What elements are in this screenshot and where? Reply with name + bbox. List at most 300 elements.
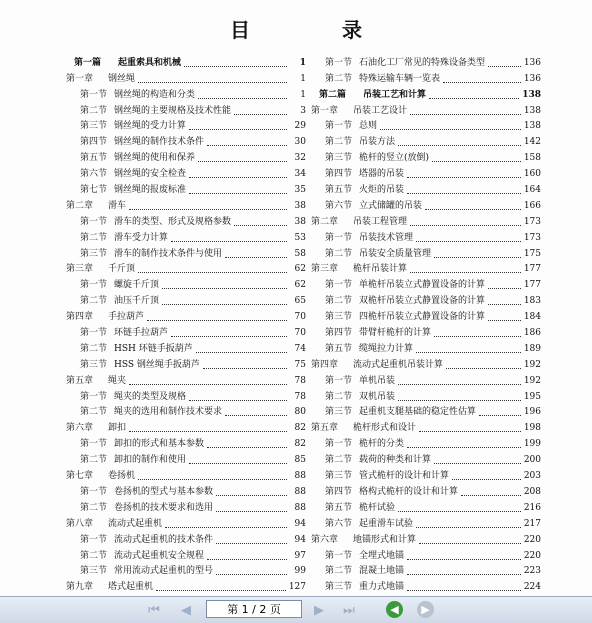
toc-leader-dots xyxy=(407,193,521,194)
toc-entry-title: 起重索具和机械 xyxy=(118,57,182,68)
toc-entry[interactable] xyxy=(311,212,541,228)
toc-entry-title: 绳夹 xyxy=(108,375,127,386)
toc-entry-title: 起重滑车试验 xyxy=(359,518,414,529)
toc-entry[interactable] xyxy=(66,307,306,323)
toc-page-number: 65 xyxy=(294,296,306,307)
toc-page-number: 58 xyxy=(294,248,306,259)
toc-section-number: 第一节 xyxy=(325,121,353,132)
toc-entry[interactable] xyxy=(311,228,541,244)
toc-section-number: 第一节 xyxy=(80,280,108,291)
last-page-icon[interactable]: ⏭ xyxy=(343,602,355,618)
toc-entry[interactable] xyxy=(311,53,541,69)
toc-leader-dots xyxy=(156,590,286,591)
toc-entry[interactable] xyxy=(311,355,541,371)
toc-leader-dots xyxy=(198,98,287,99)
prev-page-icon[interactable]: ◀ xyxy=(181,602,191,618)
toc-section-number: 第二节 xyxy=(325,248,353,259)
toc-entry-title: 钢丝绳的构造和分类 xyxy=(114,89,196,100)
toc-entry[interactable] xyxy=(311,244,541,260)
toc-leader-dots xyxy=(398,145,521,146)
toc-section-number: 第二节 xyxy=(80,296,108,307)
back-button[interactable]: ◀ xyxy=(386,601,403,618)
toc-entry[interactable] xyxy=(311,418,541,434)
toc-leader-dots xyxy=(410,272,521,273)
toc-page-number: 35 xyxy=(294,185,306,196)
viewer-toolbar xyxy=(0,596,592,623)
toc-leader-dots xyxy=(434,463,521,464)
toc-section-number: 第一节 xyxy=(80,534,108,545)
toc-leader-dots xyxy=(171,241,287,242)
toc-entry-title: 特殊运输车辆一览表 xyxy=(359,73,441,84)
toc-section-number: 第四节 xyxy=(325,328,353,339)
toc-leader-dots xyxy=(189,400,287,401)
toc-leader-dots xyxy=(216,495,287,496)
toc-section-number: 第一节 xyxy=(325,439,353,450)
toc-entry-title: 绳夹的选用和制作技术要求 xyxy=(114,407,223,418)
toc-section-number: 第七章 xyxy=(66,471,94,482)
toc-entry[interactable] xyxy=(66,323,306,339)
toc-entry[interactable] xyxy=(66,164,306,180)
toc-page-number: 88 xyxy=(294,471,306,482)
toc-section-number: 第二章 xyxy=(311,216,339,227)
toc-entry-title: 缆绳拉力计算 xyxy=(359,343,414,354)
toc-leader-dots xyxy=(488,66,521,67)
toc-entry[interactable] xyxy=(311,466,541,482)
toc-entry[interactable] xyxy=(311,132,541,148)
toc-section-number: 第五章 xyxy=(311,423,339,434)
toc-entry[interactable] xyxy=(311,291,541,307)
toc-entry-title: 钢丝绳的主要规格及技术性能 xyxy=(114,105,232,116)
toc-section-number: 第一节 xyxy=(325,57,353,68)
toc-entry-title: 钢丝绳的使用和保养 xyxy=(114,153,196,164)
toc-leader-dots xyxy=(407,559,521,560)
toc-entry[interactable] xyxy=(66,434,306,450)
toc-entry-title: 流动式起重机 xyxy=(108,518,163,529)
toc-section-number: 第二篇 xyxy=(319,89,347,100)
toc-page-number: 223 xyxy=(523,566,541,577)
toc-leader-dots xyxy=(434,257,521,258)
toc-entry-title: 格构式桅杆的设计和计算 xyxy=(359,486,459,497)
toc-entry-title: 双桅杆吊装立式静置设备的计算 xyxy=(359,296,486,307)
toc-entry-title: 重力式地锚 xyxy=(359,582,405,593)
toc-entry[interactable] xyxy=(66,85,306,101)
toc-entry[interactable] xyxy=(311,307,541,323)
toc-leader-dots xyxy=(479,415,521,416)
toc-entry-title: 钢丝绳的受力计算 xyxy=(114,121,187,132)
toc-section-number: 第一节 xyxy=(80,439,108,450)
toc-page-number: 203 xyxy=(523,471,541,482)
first-page-icon[interactable]: ⏮ xyxy=(148,602,160,618)
toc-entry[interactable] xyxy=(311,387,541,403)
toc-section-number: 第三节 xyxy=(325,407,353,418)
toc-entry[interactable] xyxy=(311,164,541,180)
toc-section-number: 第一节 xyxy=(80,216,108,227)
toc-entry-title: 流动式起重机吊装计算 xyxy=(353,359,444,370)
toc-page-number: 173 xyxy=(523,216,541,227)
toc-entry-title: 常用流动式起重机的型号 xyxy=(114,566,214,577)
toc-left-column xyxy=(66,53,306,593)
toc-page-number: 70 xyxy=(294,328,306,339)
toc-leader-dots xyxy=(207,447,287,448)
toc-entry[interactable] xyxy=(311,339,541,355)
toc-section-number: 第一篇 xyxy=(74,57,102,68)
toc-leader-dots xyxy=(216,511,287,512)
toc-entry-title: 全埋式地锚 xyxy=(359,550,405,561)
toc-entry[interactable] xyxy=(311,275,541,291)
toc-entry[interactable] xyxy=(311,117,541,133)
toc-section-number: 第二节 xyxy=(325,137,353,148)
toc-entry-title: 载荷的种类和计算 xyxy=(359,455,432,466)
toc-section-number: 第五节 xyxy=(325,502,353,513)
toc-page-number: 88 xyxy=(294,486,306,497)
toc-entry-title: 卸扣的形式和基本参数 xyxy=(114,439,205,450)
toc-leader-dots xyxy=(189,129,287,130)
toc-page-number: 164 xyxy=(523,185,541,196)
toc-leader-dots xyxy=(203,368,287,369)
toc-leader-dots xyxy=(162,288,287,289)
toc-leader-dots xyxy=(416,352,521,353)
toc-leader-dots xyxy=(234,225,287,226)
toc-entry-title: 塔器的吊装 xyxy=(359,169,405,180)
toc-section-number: 第二节 xyxy=(80,455,108,466)
toc-entry[interactable] xyxy=(311,514,541,530)
toc-entry-title: 卷扬机的型式与基本参数 xyxy=(114,486,214,497)
toc-entry-title: 立式储罐的吊装 xyxy=(359,200,423,211)
toc-entry[interactable] xyxy=(66,498,306,514)
toc-leader-dots xyxy=(446,368,521,369)
toc-entry-title: 塔式起重机 xyxy=(108,582,154,593)
toc-leader-dots xyxy=(398,400,521,401)
toc-leader-dots xyxy=(380,129,521,130)
toc-entry-title: 流动式起重机安全规程 xyxy=(114,550,205,561)
toc-leader-dots xyxy=(189,193,287,194)
toc-page-number: 192 xyxy=(523,375,541,386)
toc-leader-dots xyxy=(189,463,287,464)
toc-page-number: 53 xyxy=(294,232,306,243)
toc-leader-dots xyxy=(419,543,521,544)
toc-entry[interactable] xyxy=(311,260,541,276)
toc-section-number: 第四章 xyxy=(66,312,94,323)
toc-entry[interactable] xyxy=(311,403,541,419)
toc-leader-dots xyxy=(432,161,521,162)
toc-page-number: 88 xyxy=(294,502,306,513)
toc-page-number: 217 xyxy=(523,518,541,529)
toc-entry-title: 起重机支腿基础的稳定性估算 xyxy=(359,407,477,418)
toc-entry[interactable] xyxy=(311,85,541,101)
toc-entry[interactable] xyxy=(311,498,541,514)
toc-leader-dots xyxy=(461,495,521,496)
toc-leader-dots xyxy=(171,336,287,337)
toc-page-number: 220 xyxy=(523,534,541,545)
toc-leader-dots xyxy=(129,209,287,210)
toc-entry[interactable] xyxy=(311,546,541,562)
toc-page-number: 184 xyxy=(523,312,541,323)
toc-section-number: 第五章 xyxy=(66,375,94,386)
toc-entry-title: 环链手拉葫芦 xyxy=(114,328,169,339)
toc-page-number: 78 xyxy=(294,391,306,402)
toc-entry-title: 钢丝绳的报废标准 xyxy=(114,185,187,196)
toc-entry[interactable] xyxy=(66,355,306,371)
toc-page-number: 183 xyxy=(523,296,541,307)
toc-entry[interactable] xyxy=(66,148,306,164)
toc-page-number: 195 xyxy=(523,391,541,402)
toc-entry[interactable] xyxy=(311,530,541,546)
toc-entry[interactable] xyxy=(66,371,306,387)
toc-section-number: 第三节 xyxy=(325,153,353,164)
toc-entry-title: 手拉葫芦 xyxy=(108,312,145,323)
toc-entry[interactable] xyxy=(311,482,541,498)
toc-section-number: 第四节 xyxy=(325,486,353,497)
toc-leader-dots xyxy=(225,415,287,416)
toc-page-number: 220 xyxy=(523,550,541,561)
toc-leader-dots xyxy=(234,114,287,115)
toc-page-number: 224 xyxy=(523,582,541,593)
toc-entry-title: 总则 xyxy=(359,121,378,132)
toc-section-number: 第二节 xyxy=(80,550,108,561)
toc-page-number: 198 xyxy=(523,423,541,434)
toc-entry[interactable] xyxy=(66,275,306,291)
toc-page-number: 97 xyxy=(294,550,306,561)
toc-entry[interactable] xyxy=(66,180,306,196)
toc-leader-dots xyxy=(147,320,287,321)
toc-leader-dots xyxy=(138,82,287,83)
toc-entry[interactable] xyxy=(66,196,306,212)
toc-leader-dots xyxy=(488,320,521,321)
toc-page-number: 38 xyxy=(294,216,306,227)
toc-page-number: 186 xyxy=(523,328,541,339)
toc-leader-dots xyxy=(425,209,521,210)
toc-page-number: 173 xyxy=(523,232,541,243)
toc-entry[interactable] xyxy=(66,530,306,546)
toc-page-number: 142 xyxy=(523,137,541,148)
toc-leader-dots xyxy=(488,288,521,289)
toc-section-number: 第二章 xyxy=(66,200,94,211)
toc-entry[interactable] xyxy=(66,244,306,260)
toc-entry[interactable] xyxy=(66,562,306,578)
toc-section-number: 第六章 xyxy=(66,423,94,434)
toc-page-number: 192 xyxy=(523,359,541,370)
toc-section-number: 第二节 xyxy=(325,73,353,84)
toc-leader-dots xyxy=(407,590,521,591)
toc-leader-dots xyxy=(138,479,287,480)
toc-entry-title: 吊装安全质量管理 xyxy=(359,248,432,259)
toc-leader-dots xyxy=(398,384,521,385)
toc-page-number: 82 xyxy=(294,439,306,450)
toc-entry[interactable] xyxy=(66,101,306,117)
toc-entry[interactable] xyxy=(66,260,306,276)
toc-entry[interactable] xyxy=(66,482,306,498)
toc-section-number: 第二节 xyxy=(80,407,108,418)
toc-entry-title: 钢丝绳的安全检查 xyxy=(114,169,187,180)
toc-entry-title: 四桅杆吊装立式静置设备的计算 xyxy=(359,312,486,323)
toc-entry-title: 卷扬机的技术要求和选用 xyxy=(114,502,214,513)
toc-entry-title: HSS 钢丝绳手扳葫芦 xyxy=(114,359,200,370)
toc-entry-title: 吊装技术管理 xyxy=(359,232,414,243)
toc-entry-title: 螺旋千斤顶 xyxy=(114,280,160,291)
toc-page-number: 199 xyxy=(523,439,541,450)
toc-entry[interactable] xyxy=(311,577,541,593)
toc-entry-title: 石油化工厂常见的特殊设备类型 xyxy=(359,57,486,68)
toc-section-number: 第三节 xyxy=(80,359,108,370)
toc-entry-title: 钢丝绳 xyxy=(108,73,136,84)
toc-entry[interactable] xyxy=(311,450,541,466)
toc-leader-dots xyxy=(410,225,521,226)
toc-section-number: 第九章 xyxy=(66,582,94,593)
toc-section-number: 第二节 xyxy=(80,343,108,354)
toc-leader-dots xyxy=(162,304,287,305)
toc-leader-dots xyxy=(216,574,287,575)
toc-entry-title: 地锚形式和计算 xyxy=(353,534,417,545)
toc-entry[interactable] xyxy=(66,577,306,593)
toc-page-number: 62 xyxy=(294,264,306,275)
toc-page-number: 1 xyxy=(300,89,306,100)
toc-entry[interactable] xyxy=(311,434,541,450)
toc-entry[interactable] xyxy=(311,101,541,117)
toc-entry[interactable] xyxy=(66,387,306,403)
forward-button[interactable]: ▶ xyxy=(417,601,434,618)
toc-entry[interactable] xyxy=(66,403,306,419)
toc-leader-dots xyxy=(419,431,521,432)
toc-page-number: 62 xyxy=(294,280,306,291)
toc-entry[interactable] xyxy=(66,418,306,434)
toc-leader-dots xyxy=(452,479,521,480)
page-indicator[interactable]: 第 1 / 2 页 xyxy=(206,600,302,618)
toc-entry[interactable] xyxy=(66,450,306,466)
toc-page-number: 127 xyxy=(288,582,306,593)
toc-entry[interactable] xyxy=(311,180,541,196)
toc-entry[interactable] xyxy=(66,228,306,244)
toc-page-number: 138 xyxy=(522,89,541,100)
toc-entry[interactable] xyxy=(311,196,541,212)
toc-section-number: 第八章 xyxy=(66,518,94,529)
toc-page-number: 175 xyxy=(523,248,541,259)
toc-leader-dots xyxy=(184,66,287,67)
toc-page-number: 85 xyxy=(294,455,306,466)
toc-leader-dots xyxy=(138,272,287,273)
toc-entry[interactable] xyxy=(66,466,306,482)
toc-leader-dots xyxy=(398,511,521,512)
toc-section-number: 第一章 xyxy=(66,73,94,84)
toc-entry[interactable] xyxy=(66,546,306,562)
toc-entry[interactable] xyxy=(311,69,541,85)
toc-leader-dots xyxy=(410,114,521,115)
toc-entry-title: 火炬的吊装 xyxy=(359,185,405,196)
toc-page-number: 74 xyxy=(294,343,306,354)
toc-section-number: 第二节 xyxy=(80,232,108,243)
toc-page-number: 99 xyxy=(294,566,306,577)
toc-entry[interactable] xyxy=(311,148,541,164)
toc-page-number: 82 xyxy=(294,423,306,434)
toc-page-number: 1 xyxy=(300,73,306,84)
toc-section-number: 第六节 xyxy=(80,169,108,180)
toc-section-number: 第五节 xyxy=(80,153,108,164)
toc-entry-title: 卸扣 xyxy=(108,423,127,434)
toc-page-number: 138 xyxy=(523,105,541,116)
toc-page-number: 30 xyxy=(294,137,306,148)
toc-entry-title: 带臂杆桅杆的计算 xyxy=(359,328,432,339)
toc-entry[interactable] xyxy=(66,69,306,85)
toc-section-number: 第四章 xyxy=(311,359,339,370)
toc-entry-title: 滑车的制作技术条件与使用 xyxy=(114,248,223,259)
toc-section-number: 第三节 xyxy=(325,471,353,482)
toc-section-number: 第五节 xyxy=(325,185,353,196)
toc-section-number: 第一节 xyxy=(80,391,108,402)
toc-entry[interactable] xyxy=(66,514,306,530)
toc-section-number: 第二节 xyxy=(80,502,108,513)
toc-page-number: 200 xyxy=(523,455,541,466)
toc-page-number: 158 xyxy=(523,153,541,164)
toc-entry-title: 桅杆试验 xyxy=(359,502,396,513)
toc-right-column xyxy=(311,53,541,593)
toc-page-number: 138 xyxy=(523,121,541,132)
toc-section-number: 第三节 xyxy=(325,312,353,323)
toc-entry-title: 千斤顶 xyxy=(108,264,136,275)
toc-leader-dots xyxy=(407,177,521,178)
toc-page-number: 166 xyxy=(523,200,541,211)
toc-section-number: 第一节 xyxy=(325,280,353,291)
toc-leader-dots xyxy=(129,384,287,385)
toc-entry-title: 混凝土地锚 xyxy=(359,566,405,577)
toc-entry-title: 滑车的类型、形式及规格参数 xyxy=(114,216,232,227)
next-page-icon[interactable]: ▶ xyxy=(314,602,324,618)
toc-entry[interactable] xyxy=(311,371,541,387)
toc-entry-title: 双机吊装 xyxy=(359,391,396,402)
toc-page-number: 3 xyxy=(300,105,306,116)
toc-leader-dots xyxy=(488,304,521,305)
toc-section-number: 第三节 xyxy=(80,248,108,259)
toc-entry-title: 管式桅杆的设计和计算 xyxy=(359,471,450,482)
toc-section-number: 第一章 xyxy=(311,105,339,116)
toc-section-number: 第六节 xyxy=(325,518,353,529)
toc-section-number: 第三章 xyxy=(311,264,339,275)
toc-page-number: 160 xyxy=(523,169,541,180)
toc-page-number: 70 xyxy=(294,312,306,323)
toc-section-number: 第一节 xyxy=(325,550,353,561)
toc-leader-dots xyxy=(196,352,287,353)
toc-leader-dots xyxy=(189,177,287,178)
toc-leader-dots xyxy=(416,241,521,242)
toc-entry[interactable] xyxy=(66,291,306,307)
toc-page-number: 196 xyxy=(523,407,541,418)
toc-page-number: 94 xyxy=(294,534,306,545)
toc-section-number: 第二节 xyxy=(325,566,353,577)
toc-section-number: 第四节 xyxy=(80,137,108,148)
toc-page-number: 34 xyxy=(294,169,306,180)
toc-leader-dots xyxy=(198,161,287,162)
toc-entry[interactable] xyxy=(66,132,306,148)
toc-section-number: 第二节 xyxy=(325,391,353,402)
toc-entry-title: 流动式起重机的技术条件 xyxy=(114,534,214,545)
toc-section-number: 第六节 xyxy=(325,200,353,211)
toc-page-number: 208 xyxy=(523,486,541,497)
toc-page-number: 136 xyxy=(523,73,541,84)
toc-entry-title: 吊装工艺和计算 xyxy=(363,89,427,100)
toc-section-number: 第一节 xyxy=(80,486,108,497)
toc-page-number: 29 xyxy=(294,121,306,132)
toc-entry[interactable] xyxy=(66,117,306,133)
page-title: 目 录 xyxy=(230,18,398,42)
toc-entry[interactable] xyxy=(66,53,306,69)
toc-page-number: 80 xyxy=(294,407,306,418)
toc-entry[interactable] xyxy=(311,562,541,578)
toc-page-number: 1 xyxy=(299,57,306,68)
toc-entry[interactable] xyxy=(311,323,541,339)
toc-entry-title: 桅杆形式和设计 xyxy=(353,423,417,434)
toc-leader-dots xyxy=(165,527,287,528)
toc-entry[interactable] xyxy=(66,339,306,355)
toc-entry-title: 卸扣的制作和使用 xyxy=(114,455,187,466)
toc-entry[interactable] xyxy=(66,212,306,228)
